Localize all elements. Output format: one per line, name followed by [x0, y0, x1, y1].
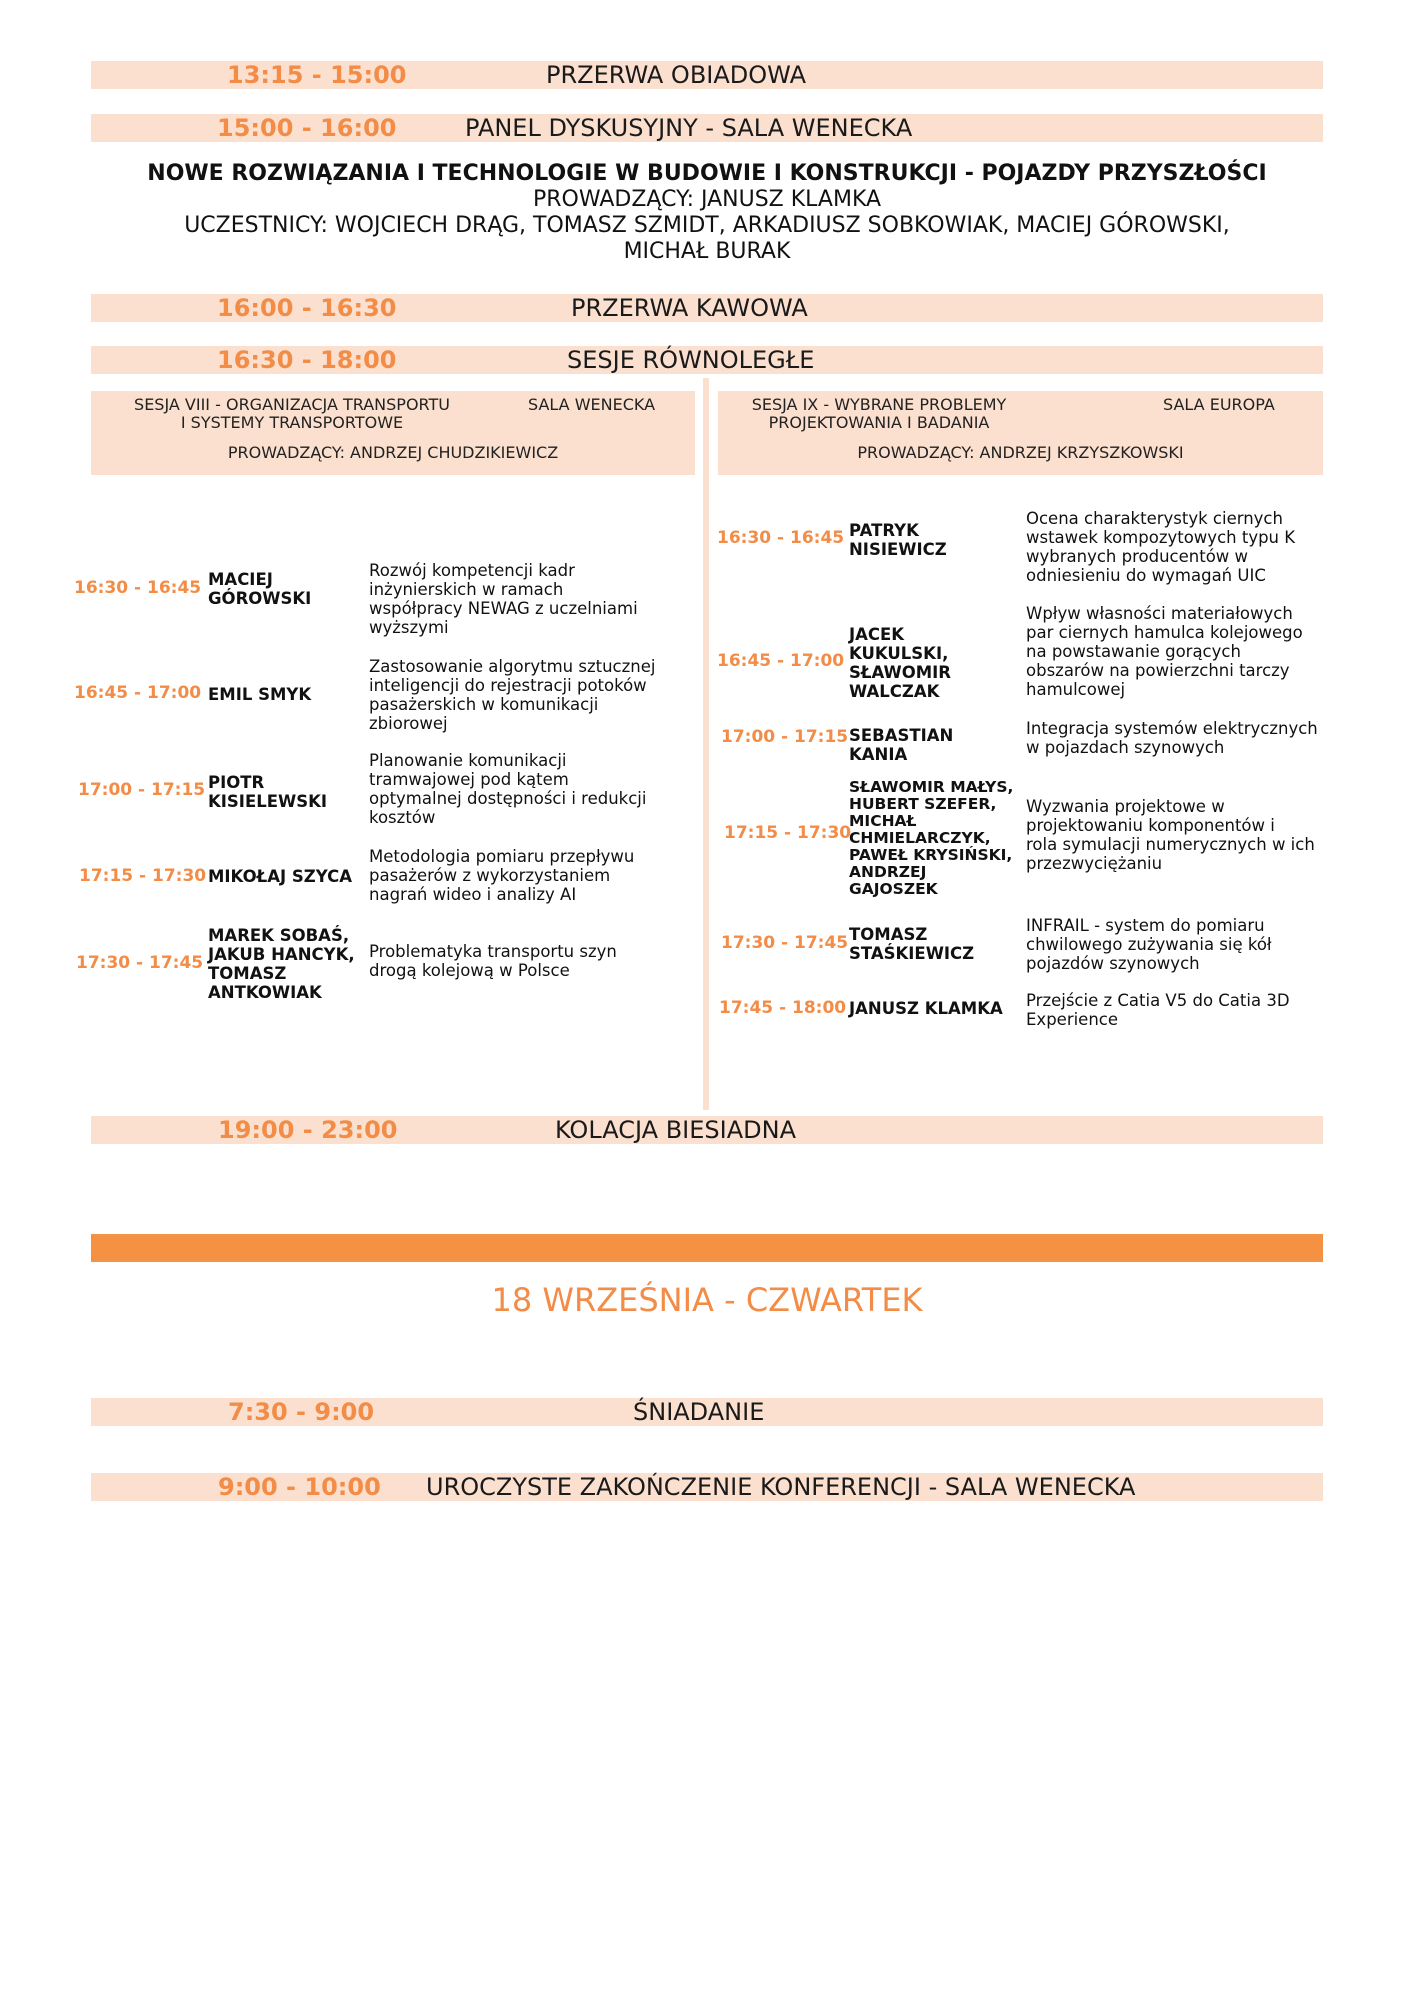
title-line: Zastosowanie algorytmu sztucznej [369, 657, 656, 676]
title-line: Przejście z Catia V5 do Catia 3D [1026, 991, 1290, 1010]
title-line: nagrań wideo i analizy AI [369, 885, 577, 904]
speaker-line: JACEK [849, 625, 905, 644]
title-line: tramwajowej pod kątem [369, 770, 569, 789]
event-label: PRZERWA OBIADOWA [546, 61, 806, 89]
session-name [724, 396, 1034, 432]
schedule-bar-lunch [91, 61, 1323, 89]
speaker-line: PATRYK [849, 521, 919, 540]
talk-time: 17:30 - 17:45 [76, 953, 204, 973]
talk-title [1026, 797, 1315, 873]
talk-speaker [208, 926, 355, 1002]
panel-participants: UCZESTNICY: WOJCIECH DRĄG, TOMASZ SZMIDT, ARKADIUSZ SOBKOWIAK, MACIEJ GÓROWSKI, [184, 213, 1230, 238]
talk-time: 17:45 - 18:00 [719, 998, 847, 1018]
talk-title [1026, 916, 1272, 973]
talk-speaker [208, 685, 311, 704]
talk-time: 16:30 - 16:45 [717, 528, 845, 548]
title-line: na powstawanie gorących [1026, 642, 1241, 661]
schedule-bar-breakfast [91, 1398, 1323, 1426]
title-line: Metodologia pomiaru przepływu [369, 847, 635, 866]
talk-speaker [849, 999, 1003, 1018]
title-line: chwilowego zużywania się kół [1026, 935, 1272, 954]
session-name-line: SESJA IX - WYBRANE PROBLEMY [751, 395, 1007, 414]
title-line: zbiorowej [369, 714, 448, 733]
session-chair: PROWADZĄCY: ANDRZEJ CHUDZIKIEWICZ [227, 443, 559, 462]
talk-speaker [849, 779, 1013, 898]
schedule-bar-closing [91, 1473, 1323, 1501]
talk-time: 17:30 - 17:45 [721, 933, 849, 953]
title-line: Experience [1026, 1010, 1119, 1029]
title-line: INFRAIL - system do pomiaru [1026, 916, 1265, 935]
session-name-line: SESJA VIII - ORGANIZACJA TRANSPORTU [134, 395, 450, 414]
panel-host: PROWADZĄCY: JANUSZ KLAMKA [532, 187, 882, 212]
title-line: pasażerów z wykorzystaniem [369, 866, 611, 885]
schedule-bar-coffee [91, 294, 1323, 322]
time-label: 16:30 - 18:00 [217, 346, 397, 374]
event-label: PRZERWA KAWOWA [571, 294, 808, 322]
speaker-line: SŁAWOMIR [849, 663, 951, 682]
title-line: wybranych producentów w [1026, 547, 1249, 566]
panel-title: NOWE ROZWIĄZANIA I TECHNOLOGIE W BUDOWIE I KONSTRUKCJI - POJAZDY PRZYSZŁOŚCI [147, 161, 1267, 186]
title-line: przezwyciężaniu [1026, 854, 1163, 873]
title-line: pojazdów szynowych [1026, 954, 1200, 973]
title-line: wstawek kompozytowych typu K [1026, 528, 1296, 547]
talk-time: 16:45 - 17:00 [717, 651, 845, 671]
talk-title [1026, 509, 1295, 585]
speaker-line: CHMIELARCZYK, [849, 829, 991, 847]
event-label: KOLACJA BIESIADNA [555, 1116, 796, 1144]
time-label: 9:00 - 10:00 [218, 1473, 381, 1501]
talk-time: 17:00 - 17:15 [78, 780, 206, 800]
talk-time: 17:15 - 17:30 [79, 866, 207, 886]
title-line: hamulcowej [1026, 680, 1126, 699]
speaker-line: TOMASZ [849, 925, 928, 944]
title-line: odniesieniu do wymagań UIC [1026, 566, 1266, 585]
talk-title [1026, 604, 1303, 699]
title-line: Rozwój kompetencji kadr [369, 561, 575, 580]
session-room: SALA EUROPA [1163, 395, 1275, 414]
speaker-line: SŁAWOMIR MAŁYS, [849, 778, 1014, 796]
speaker-line: MICHAŁ [849, 812, 917, 830]
event-label: PANEL DYSKUSYJNY - SALA WENECKA [465, 114, 913, 142]
session-chair: PROWADZĄCY: ANDRZEJ KRZYSZKOWSKI [857, 443, 1184, 462]
talk-speaker [208, 570, 311, 608]
event-label: SESJE RÓWNOLEGŁE [567, 346, 815, 374]
day-separator-bar [91, 1234, 1323, 1262]
speaker-line: ANDRZEJ [849, 863, 927, 881]
title-line: par ciernych hamulca kolejowego [1026, 623, 1303, 642]
title-line: obszarów na powierzchni tarczy [1026, 661, 1290, 680]
day-heading: 18 WRZEŚNIA - CZWARTEK [491, 1281, 923, 1319]
session-ix-header [718, 391, 1323, 475]
panel-participants-cont: MICHAŁ BURAK [623, 239, 791, 264]
speaker-line: GAJOSZEK [849, 880, 938, 898]
speaker-line: MACIEJ [208, 570, 273, 589]
speaker-line: STAŚKIEWICZ [849, 944, 975, 963]
title-line: Wyzwania projektowe w [1026, 797, 1225, 816]
talk-speaker [849, 726, 953, 764]
speaker-line: KANIA [849, 745, 908, 764]
talk-title [369, 561, 638, 637]
title-line: projektowaniu komponentów i [1026, 816, 1275, 835]
talk-speaker [849, 625, 951, 701]
title-line: inteligencji do rejestracji potoków [369, 676, 647, 695]
event-label: UROCZYSTE ZAKOŃCZENIE KONFERENCJI - SALA WENECKA [426, 1473, 1136, 1501]
panel-details [91, 160, 1323, 265]
title-line: Integracja systemów elektrycznych [1026, 719, 1318, 738]
talk-title [369, 847, 634, 904]
time-label: 7:30 - 9:00 [228, 1398, 375, 1426]
session-room: SALA WENECKA [528, 395, 656, 414]
title-line: pasażerskich w komunikacji [369, 695, 599, 714]
title-line: kosztów [369, 808, 436, 827]
title-line: optymalnej dostępności i redukcji [369, 789, 647, 808]
talk-speaker [849, 925, 974, 963]
title-line: Problematyka transportu szyn [369, 942, 617, 961]
speaker-line: EMIL SMYK [208, 685, 312, 704]
speaker-line: SEBASTIAN [849, 726, 954, 745]
speaker-line: PIOTR [208, 773, 265, 792]
title-line: inżynierskich w ramach [369, 580, 564, 599]
schedule-bar-panel [91, 114, 1323, 142]
talk-time: 16:45 - 17:00 [74, 683, 202, 703]
talk-speaker [849, 521, 947, 559]
session-name-line: I SYSTEMY TRANSPORTOWE [180, 413, 404, 432]
time-label: 15:00 - 16:00 [217, 114, 397, 142]
talk-time: 17:00 - 17:15 [721, 727, 849, 747]
talk-time: 16:30 - 16:45 [74, 578, 202, 598]
talk-title [369, 657, 655, 733]
speaker-line: PAWEŁ KRYSIŃSKI, [849, 846, 1013, 864]
title-line: Planowanie komunikacji [369, 751, 567, 770]
speaker-line: MAREK SOBAŚ, [208, 926, 350, 945]
talk-title [1026, 991, 1290, 1029]
talk-speaker [208, 867, 352, 886]
title-line: Wpływ własności materiałowych [1026, 604, 1293, 623]
title-line: Ocena charakterystyk ciernych [1026, 509, 1283, 528]
time-label: 13:15 - 15:00 [227, 61, 407, 89]
speaker-line: HUBERT SZEFER, [849, 795, 997, 813]
talk-title [369, 942, 617, 980]
schedule-bar-parallel [91, 346, 1323, 374]
schedule-bar-dinner [91, 1116, 1323, 1144]
time-label: 16:00 - 16:30 [217, 294, 397, 322]
time-label: 19:00 - 23:00 [218, 1116, 398, 1144]
speaker-line: TOMASZ [208, 964, 287, 983]
event-label: ŚNIADANIE [633, 1398, 765, 1426]
speaker-line: KUKULSKI, [849, 644, 949, 663]
title-line: współpracy NEWAG z uczelniami [369, 599, 638, 618]
title-line: wyższymi [369, 618, 449, 637]
speaker-line: KISIELEWSKI [208, 792, 328, 811]
title-line: rola symulacji numerycznych w ich [1026, 835, 1315, 854]
speaker-line: JAKUB HANCYK, [208, 945, 355, 964]
title-line: w pojazdach szynowych [1026, 738, 1225, 757]
talk-title [369, 751, 646, 827]
talk-time: 17:15 - 17:30 [724, 823, 852, 843]
talk-speaker [208, 773, 327, 811]
session-name [97, 396, 487, 432]
speaker-line: ANTKOWIAK [208, 983, 322, 1002]
talk-title [1026, 719, 1318, 757]
session-viii-header [91, 391, 695, 475]
speaker-line: MIKOŁAJ SZYCA [208, 867, 352, 886]
speaker-line: GÓROWSKI [208, 589, 312, 608]
title-line: drogą kolejową w Polsce [369, 961, 570, 980]
speaker-line: NISIEWICZ [849, 540, 947, 559]
speaker-line: WALCZAK [849, 682, 940, 701]
column-divider [703, 378, 709, 1110]
session-name-line: PROJEKTOWANIA I BADANIA [768, 413, 990, 432]
speaker-line: JANUSZ KLAMKA [849, 999, 1003, 1018]
